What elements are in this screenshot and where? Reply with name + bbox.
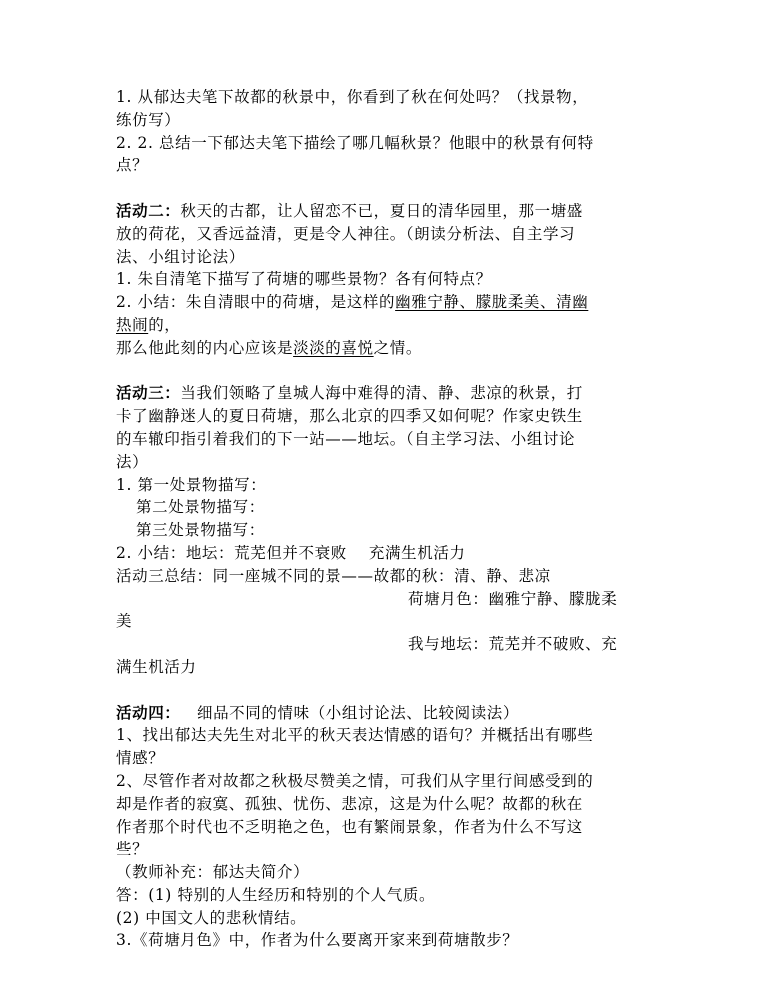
activity4-question1-line2: 情感？ <box>116 749 165 768</box>
activity3-summary: 2. 小结：地坛：荒芜但并不衰败 充满生机活力 <box>116 543 466 562</box>
activity3-title: 活动三： <box>116 383 181 403</box>
activity4-question2-line3: 作者那个时代也不乏明艳之色，也有繁闹景象，作者为什么不写这 <box>116 817 583 836</box>
activity4-answer1: 答：(1) 特别的人生经历和特别的个人气质。 <box>116 885 436 904</box>
activity2-summary-line1 <box>116 291 648 314</box>
activity2-intro-line3: 法、小组讨论法） <box>116 247 245 266</box>
activity3-total-line4: 我与地坛：荒芜并不破败、充 <box>408 635 618 654</box>
activity3-description2: 第二处景物描写： <box>136 498 265 517</box>
activity3-description3: 第三处景物描写： <box>136 521 265 540</box>
activity2-summary-underline1: 幽雅宁静、朦胧柔美、清幽 <box>395 293 589 312</box>
activity2-mood-suffix: 之情。 <box>373 338 422 357</box>
activity3-intro-text1: 当我们领略了皇城人海中难得的清、静、悲凉的秋景，打 <box>180 384 583 403</box>
activity2-intro-line2: 放的荷花，又香远益清，更是令人神往。（朗读分析法、自主学习 <box>116 224 576 243</box>
activity2-mood-line <box>116 337 648 360</box>
activity3-total-line1: 活动三总结：同一座城不同的景——故都的秋：清、静、悲凉 <box>116 566 551 585</box>
activity4-intro-text: 细品不同的情味（小组讨论法、比较阅读法） <box>180 703 519 722</box>
activity2-mood-underline: 淡淡的喜悦 <box>293 338 374 357</box>
activity4-question1-line1: 1、找出郁达夫先生对北平的秋天表达情感的语句？并概括出有哪些 <box>116 726 594 745</box>
activity4-question3: 3.《荷塘月色》中，作者为什么要离开家来到荷塘散步？ <box>116 931 519 950</box>
activity2-intro-text1: 秋天的古都，让人留恋不已，夏日的清华园里，那一塘盛 <box>180 201 583 220</box>
activity4-question2-line1: 2、尽管作者对故都之秋极尽赞美之情，可我们从字里行间感受到的 <box>116 771 594 790</box>
paragraph-gap <box>116 177 648 200</box>
activity4-question2-line4: 些？ <box>116 840 149 859</box>
activity3-intro-line3: 的车辙印指引着我们的下一站——地坛。（自主学习法、小组讨论 <box>116 429 576 448</box>
activity2-question1: 1. 朱自清笔下描写了荷塘的哪些景物？各有何特点？ <box>116 270 492 289</box>
section1-question2-line2: 点？ <box>116 156 149 175</box>
activity4-intro-line <box>116 702 648 725</box>
section1-question1-line1: 1. 从郁达夫笔下故都的秋景中，你看到了秋在何处吗？（找景物， <box>116 88 589 106</box>
activity2-summary-line2 <box>116 314 648 337</box>
section1-question1-line2: 练仿写） <box>116 110 181 129</box>
activity2-mood-prefix: 那么他此刻的内心应该是 <box>116 338 294 357</box>
activity3-total-line5: 满生机活力 <box>116 657 197 676</box>
paragraph-gap <box>116 679 648 702</box>
activity2-intro-line1 <box>116 200 648 223</box>
activity2-title: 活动二： <box>116 200 181 220</box>
activity4-teacher-note: （教师补充：郁达夫简介） <box>116 863 310 882</box>
activity2-summary-underline2: 热闹 <box>116 315 149 334</box>
activity3-intro-line1 <box>116 382 648 405</box>
activity4-title: 活动四： <box>116 702 181 722</box>
activity3-intro-line2: 卡了幽静迷人的夏日荷塘，那么北京的四季又如何呢？作家史铁生 <box>116 407 583 426</box>
paragraph-gap <box>116 360 648 383</box>
section1-question2-line1: 2. 2. 总结一下郁达夫笔下描绘了哪几幅秋景？他眼中的秋景有何特 <box>116 133 594 152</box>
document-page <box>116 86 648 952</box>
activity3-intro-line4: 法） <box>116 452 149 471</box>
activity4-answer2: (2) 中国文人的悲秋情结。 <box>116 908 307 927</box>
activity2-summary-suffix: 的， <box>148 315 181 334</box>
activity3-total-line2: 荷塘月色：幽雅宁静、朦胧柔 <box>408 589 618 608</box>
activity3-total-line3: 美 <box>116 612 133 631</box>
activity2-summary-prefix: 2. 小结：朱自清眼中的荷塘，是这样的 <box>116 293 396 312</box>
activity4-question2-line2: 却是作者的寂寞、孤独、忧伤、悲凉，这是为什么呢？故都的秋在 <box>116 794 583 813</box>
activity3-description1: 1. 第一处景物描写： <box>116 475 267 494</box>
